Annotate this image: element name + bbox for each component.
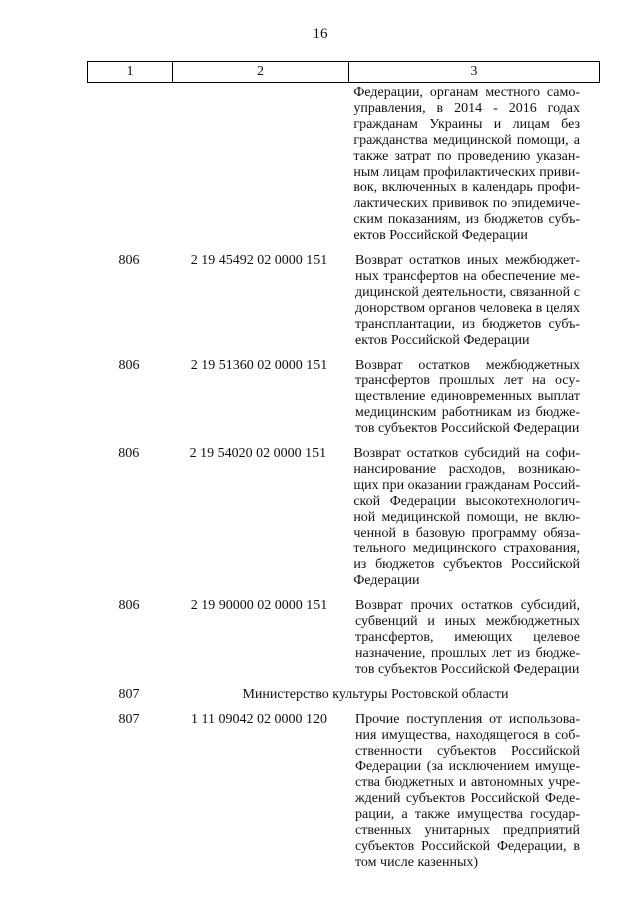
table-header — [87, 61, 600, 83]
description-line: ектов Российской Федерации — [353, 228, 528, 244]
admin-code-cell: 807 — [118, 711, 140, 727]
table-body — [87, 85, 600, 871]
description-line: управления, в 2014 - 2016 годах — [353, 100, 580, 116]
description-line: ственных унитарных предприятий — [355, 823, 580, 839]
description-line: ных трансфертов на обеспечение ме- — [355, 268, 580, 284]
description-line: ния имущества, находящегося в соб- — [355, 727, 580, 743]
description-line: трансфертов, имеющих целевое — [355, 630, 580, 645]
header-col-3: 3 — [348, 62, 599, 82]
description-line: том числе казенных) — [355, 854, 479, 870]
table-row — [87, 253, 600, 348]
page-number: 16 — [312, 26, 328, 42]
description-cell — [347, 712, 600, 871]
description-line: субъектов Российской Федерации, в — [355, 838, 580, 854]
description-line: тов субъектов Российской Федерации — [355, 661, 580, 677]
description-line: гражданства медицинской помощи, а — [353, 132, 580, 148]
description-line: дицинской деятельности, связанной с — [355, 284, 580, 300]
ministry-title: Министерство культуры Ростовской области — [242, 686, 509, 702]
description-line: тов субъектов Российской Федерации — [355, 421, 580, 437]
description-line: тельного медицинского страхования, — [353, 541, 580, 557]
description-line: Прочие поступления от использова- — [355, 711, 580, 727]
description-cell — [345, 446, 600, 589]
admin-code-cell: 806 — [118, 598, 140, 614]
bcc-code-cell: 1 11 09042 02 0000 120 — [191, 711, 327, 727]
description-line: рации, а также имущества государ- — [355, 807, 580, 823]
description-line: Федерации, органам местного само- — [353, 85, 580, 100]
description-line: назначение, прошлых лет из бюдже- — [355, 645, 580, 661]
description-line: донорством органов человека в целях — [355, 300, 580, 316]
description-line: Федерации (за исключением имуще- — [355, 759, 580, 775]
description-line: лактических прививок по эпидемиче- — [353, 196, 580, 212]
description-line: гражданам Украины и лицам без — [353, 116, 580, 132]
table-row — [87, 446, 600, 589]
description-cell — [347, 253, 600, 348]
description-line: ектов Российской Федерации — [355, 332, 530, 348]
description-line: ществление единовременных выплат — [355, 389, 580, 405]
table-row — [87, 598, 600, 678]
admin-code-cell — [87, 85, 170, 244]
table-row — [87, 712, 600, 871]
table-row — [87, 85, 600, 244]
admin-code-cell: 806 — [118, 253, 140, 269]
description-cell — [347, 358, 600, 438]
description-line: Возврат остатков межбюджетных — [355, 357, 580, 373]
description-line: ственности субъектов Российской — [355, 743, 580, 759]
description-line: ным лицам профилактических приви- — [353, 164, 580, 180]
bcc-code-cell: 2 19 54020 02 0000 151 — [189, 446, 327, 462]
description-line: ским показаниям, из бюджетов субъ- — [353, 212, 580, 228]
description-line: медицинским работникам из бюдже- — [355, 405, 580, 421]
description-line: ченной в базовую программу обяза- — [353, 525, 580, 541]
description-line: ской Федерации высокотехнологич- — [353, 493, 580, 509]
description-line: Возврат прочих остатков субсидий, — [355, 598, 580, 614]
description-line: также затрат по проведению указан- — [353, 148, 580, 164]
header-col-2: 2 — [172, 62, 348, 82]
description-cell — [347, 598, 600, 678]
description-line: ждений субъектов Российской Феде- — [355, 791, 580, 807]
description-line: нансирование расходов, возникаю- — [353, 461, 580, 477]
description-line: щих при оказании гражданам Россий- — [353, 477, 580, 493]
description-line: трансфертов прошлых лет на осу- — [355, 373, 580, 389]
admin-code-cell: 807 — [118, 686, 140, 702]
bcc-code-cell: 2 19 90000 02 0000 151 — [190, 598, 328, 614]
ministry-row — [87, 687, 600, 703]
admin-code-cell: 806 — [118, 446, 140, 462]
bcc-code-cell: 2 19 45492 02 0000 151 — [190, 253, 328, 269]
description-line: из бюджетов субъектов Российской — [353, 557, 580, 573]
table-row — [87, 358, 600, 438]
description-line: вок, включенных в календарь профи- — [353, 180, 580, 196]
bcc-code-cell — [170, 85, 345, 244]
admin-code-cell: 806 — [118, 357, 140, 373]
description-line: субвенций и иных межбюджетных — [355, 614, 580, 630]
description-line: Возврат остатков субсидий на софи- — [353, 446, 580, 462]
header-col-1: 1 — [126, 64, 134, 79]
bcc-code-cell: 2 19 51360 02 0000 151 — [190, 357, 328, 373]
description-line: ной медицинской помощи, не вклю- — [353, 509, 580, 525]
description-line: ства бюджетных и автономных учре- — [355, 775, 580, 791]
description-cell — [345, 85, 600, 244]
description-line: Федерации — [353, 573, 420, 589]
description-line: Возврат остатков иных межбюджет- — [355, 253, 580, 269]
description-line: трансплантации, из бюджетов субъ- — [355, 316, 580, 332]
